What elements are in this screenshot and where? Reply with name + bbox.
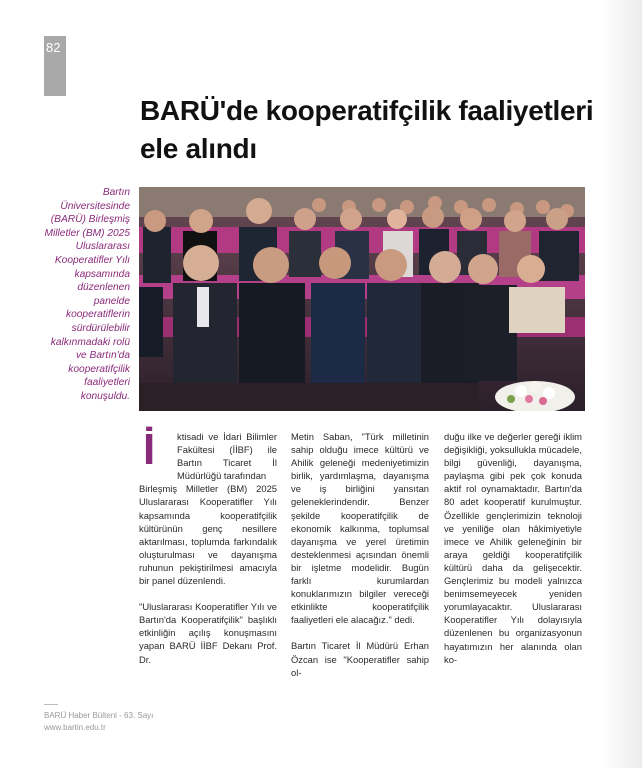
text-column-1 — [139, 425, 277, 679]
drop-cap: İ — [143, 425, 156, 474]
audience-photo-illustration — [139, 187, 585, 411]
page-number: 82 — [46, 40, 61, 55]
website-link[interactable]: www.bartin.edu.tr — [44, 723, 106, 732]
paragraph: "Uluslararası Kooperatifler Yılı ve Bartın'da Kooperatifçilik" başlıklı etkinliğin açılış konuşmasını yapan BARÜ İİBF Dekanı Prof. Dr. — [139, 601, 277, 665]
photo-caption: Bartın Üniversitesinde (BARÜ) Birleşmiş Milletler (BM) 2025 Uluslararası Kooperatifler Yılı kapsamında düzenlenen panelde kooperatiflerin sürdürülebilir kalkınmadaki rolü ve Bartın'da kooperatifçilik faaliyetleri konuşuldu. — [44, 187, 130, 402]
paragraph: Metin Saban, "Türk milletinin sahip olduğu imece kültürü ve Ahilik geleneği medeniyetimizin birlik, yardımlaşma, dayanışma ve iş birliğini yansıtan geleneklerindendir. Benzer şekilde kooperatifçilik de ekonomik kalkınma, toplumsal dayanışma ve yerel üretimin desteklenmesi açısından önemli bir işletme modelidir. Bugün farklı kurumlardan konuklarımızın bilgiler vereceği etkinlikte kooperatifçilik faaliyetleri ele alacağız." dedi. — [291, 431, 429, 626]
paragraph — [139, 425, 277, 587]
article-photo — [139, 187, 585, 411]
text-column-3 — [444, 430, 582, 679]
paragraph-rest: Birleşmiş Milletler (BM) 2025 Uluslararası Kooperatifler Yılı kapsamında kooperatifçilik kültürünün genç nesillere aktarılması, toplumda farkındalık oluşturulması ve dayanışma ruhunun pekiştirilmesi amacıyla bir panel düzenlendi. — [139, 483, 277, 587]
publication-name: BARÜ Haber Bülteni - 63. Sayı — [44, 711, 154, 720]
footer — [44, 710, 153, 734]
text-column-2 — [291, 430, 429, 692]
article-title: BARÜ'de kooperatifçilik faaliyetleri ele alındı — [140, 95, 594, 164]
paragraph-lead: ktisadi ve İdari Bilimler Fakültesi (İİBF) ile Bartın Ticaret İl Müdürlüğü tarafından — [177, 431, 277, 482]
footer-divider — [44, 704, 58, 705]
paragraph: Bartın Ticaret İl Müdürü Erhan Özcan ise "Kooperatifler sahip ol- — [291, 640, 429, 678]
page-edge-shadow — [602, 0, 642, 768]
paragraph: duğu ilke ve değerler gereği iklim değişikliği, yoksullukla mücadele, bilgi güvenliği, dayanışma, paylaşma gibi pek çok konuda aktif rol oynamaktadır. Bartın'da 80 adet kooperatif kurulmuştur. Özellikle gençlerimizin teknoloji ve yeniliğe olan hâkimiyetiyle imece ve Ahilik geleneğinin bir araya geldiği kooperatifçilik kültürü daha da gelişecektir. Gençlerimiz bu modeli yalnızca benimsemeyecek yeniden yorumlayacaktır. Uluslararası Kooperatifler Yılı dolayısıyla düzenlenen bu organizasyonun hayatımızın her alanında olan ko- — [444, 431, 582, 665]
